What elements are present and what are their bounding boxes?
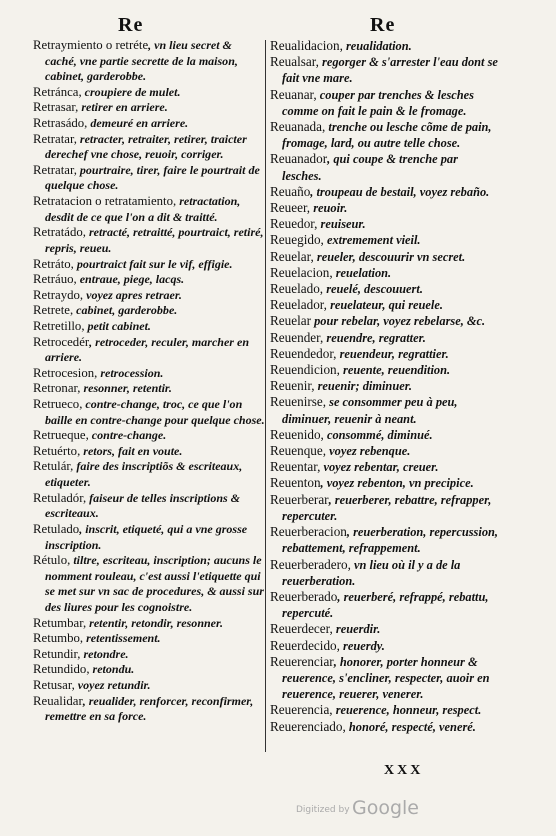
- dictionary-entry: [270, 378, 498, 394]
- entry-definition: reuenir; diminuer.: [314, 379, 412, 394]
- entry-headword: Reuedor,: [270, 216, 318, 232]
- entry-headword: Retrete,: [33, 303, 74, 318]
- dictionary-entry: [33, 616, 265, 632]
- entry-definition: , reuerberer, rebattre, refrapper, repercuter.: [282, 492, 492, 523]
- entry-headword: Reuenido,: [270, 426, 324, 442]
- entry-headword: Retráto,: [33, 256, 74, 271]
- entry-headword: Reuelar: [270, 313, 312, 329]
- entry-headword: Reueer,: [270, 200, 311, 216]
- entry-definition: , retroceder, reculer, marcher en arriere.: [45, 334, 249, 365]
- dictionary-entry: [270, 87, 498, 119]
- entry-definition: , voyez rebenton, vn precipice.: [320, 476, 474, 491]
- dictionary-entry: [270, 119, 498, 151]
- entry-definition: reuelateur, qui reuele.: [326, 298, 443, 313]
- entry-definition: contre-change, troc, ce que l'on baille en contre-change pour quelque chose.: [45, 397, 265, 427]
- entry-headword: Reuenque,: [270, 443, 327, 459]
- entry-definition: consommé, diminué.: [323, 427, 433, 442]
- dictionary-entry: [270, 232, 498, 248]
- entry-definition: reuiseur.: [317, 217, 366, 232]
- entry-definition: trenche ou lesche cõme de pain, fromage, lard, ou autre telle chose.: [282, 120, 492, 151]
- dictionary-entry: [270, 151, 498, 183]
- entry-headword: Retulár,: [33, 459, 74, 474]
- entry-definition: faiseur de telles inscriptions & escriteaux.: [45, 490, 241, 521]
- dictionary-entry: [270, 200, 498, 216]
- dictionary-entry: [270, 492, 498, 524]
- watermark-prefix: Digitized by: [296, 805, 350, 815]
- entry-headword: Retraydo,: [33, 287, 84, 302]
- dictionary-entry: [33, 194, 265, 225]
- entry-headword: Reuender,: [270, 329, 324, 345]
- dictionary-entry: [270, 38, 498, 54]
- entry-definition: se consommer peu à peu, diminuer, reuenir à neant.: [282, 395, 458, 426]
- dictionary-entry: [270, 557, 498, 589]
- entry-definition: demeuré en arriere.: [87, 116, 189, 131]
- entry-definition: extremement vieil.: [323, 233, 421, 248]
- dictionary-entry: [33, 288, 265, 304]
- entry-definition: reuerdir.: [332, 622, 381, 637]
- entry-definition: pourtraire, tirer, faire le pourtrait de quelque chose.: [45, 162, 260, 193]
- dictionary-entry: [270, 54, 498, 86]
- entry-headword: Retumbar,: [33, 615, 87, 630]
- dictionary-entry: [270, 719, 498, 735]
- dictionary-entry: [270, 638, 498, 654]
- entry-definition: , reualider, renforcer, reconfirmer, remettre en sa force.: [45, 693, 254, 724]
- page-header: [0, 14, 556, 38]
- dictionary-entry: [33, 366, 265, 382]
- dictionary-entry: [270, 281, 498, 297]
- entry-headword: Retundido,: [33, 662, 90, 677]
- dictionary-entry: [270, 427, 498, 443]
- dictionary-entry: [33, 662, 265, 678]
- entry-definition: retentir, retondir, resonner.: [86, 615, 224, 630]
- entry-headword: Reuerenciar: [270, 653, 334, 669]
- dictionary-entry: [33, 225, 265, 256]
- entry-definition: reuoir.: [310, 201, 348, 216]
- entry-definition: reuerdy.: [339, 638, 385, 653]
- entry-headword: Reuerberar: [270, 491, 329, 507]
- entry-definition: petit cabinet.: [84, 318, 151, 333]
- entry-definition: pour rebelar, voyez rebelarse, &c.: [311, 314, 486, 329]
- entry-headword: Retrasádo,: [33, 116, 88, 131]
- dictionary-entry: [33, 163, 265, 194]
- entry-definition: reuelation.: [332, 265, 392, 280]
- dictionary-entry: [270, 654, 498, 703]
- entry-definition: retractation, desdit de ce que l'on a dit & traitté.: [45, 194, 241, 224]
- dictionary-entry: [270, 459, 498, 475]
- entry-definition: honoré, respecté, veneré.: [345, 719, 476, 734]
- entry-headword: Reualidacion,: [270, 38, 343, 53]
- entry-definition: , qui coupe & trenche par lesches.: [282, 152, 458, 183]
- entry-headword: Retronar,: [33, 381, 81, 396]
- entry-headword: Reuelacion,: [270, 264, 333, 280]
- entry-headword: Reuegido,: [270, 232, 324, 248]
- entry-definition: , troupeau de bestail, voyez rebaño.: [310, 184, 490, 199]
- dictionary-entry: [270, 394, 498, 426]
- dictionary-entry: [33, 631, 265, 647]
- entry-definition: , inscrit, etiqueté, qui a vne grosse inscription.: [45, 521, 248, 552]
- entry-headword: Reuelador,: [270, 297, 327, 313]
- entry-headword: Reualidar: [33, 693, 83, 708]
- dictionary-entry: [33, 100, 265, 116]
- entry-headword: Retratar,: [33, 162, 77, 177]
- dictionary-entry: [270, 216, 498, 232]
- entry-definition: couper par trenches & lesches comme on fait le pain & le fromage.: [282, 87, 474, 118]
- entry-headword: Retrocedér: [33, 334, 90, 349]
- entry-headword: Reuanador: [270, 151, 328, 167]
- entry-definition: regorger & s'arrester l'eau dont se fait vne mare.: [282, 55, 498, 86]
- entry-headword: Retratacion o retratamiento,: [33, 194, 177, 209]
- running-head-left: Re: [118, 14, 144, 36]
- entry-definition: reuente, reuendition.: [339, 363, 451, 378]
- entry-definition: retracté, retraitté, pourtraict, retiré, repris, reueu.: [45, 225, 264, 255]
- entry-definition: , vn lieu secret & caché, vne partie secrette de la maison, cabinet, garderobbe.: [45, 38, 238, 84]
- entry-definition: retracter, retraiter, retirer, traicter derechef vne chose, reuoir, corriger.: [45, 131, 247, 162]
- entry-definition: reuelé, descouuert.: [323, 282, 423, 297]
- dictionary-entry: [270, 443, 498, 459]
- entry-headword: Retumbo,: [33, 631, 84, 646]
- entry-definition: retrocession.: [97, 365, 164, 380]
- entry-definition: cabinet, garderobbe.: [73, 303, 178, 318]
- dictionary-entry: [270, 313, 498, 329]
- column-divider: [265, 40, 266, 752]
- entry-definition: voyez rebentar, creuer.: [320, 460, 439, 475]
- entry-headword: Retrueco,: [33, 397, 83, 412]
- dictionary-entry: [270, 702, 498, 718]
- entry-headword: Reuelar,: [270, 248, 314, 264]
- dictionary-entry: [33, 397, 265, 428]
- entry-headword: Reuenton: [270, 475, 321, 491]
- entry-definition: faire des inscriptiõs & escriteaux, etiqueter.: [45, 459, 243, 490]
- entry-headword: Reuelado,: [270, 281, 324, 297]
- entry-headword: Reuerberado: [270, 588, 338, 604]
- dictionary-entry: [33, 319, 265, 335]
- dictionary-entry: [33, 272, 265, 288]
- entry-definition: voyez retundir.: [74, 677, 151, 692]
- entry-definition: retentissement.: [83, 631, 161, 646]
- right-column: [270, 38, 498, 735]
- entry-definition: reueler, descouurir vn secret.: [313, 249, 466, 264]
- entry-headword: Reuentar,: [270, 459, 321, 475]
- entry-headword: Retuladór,: [33, 490, 87, 505]
- entry-definition: retors, fait en voute.: [80, 443, 183, 458]
- digitization-watermark: [296, 797, 436, 819]
- entry-headword: Reuerdecido,: [270, 637, 340, 653]
- entry-headword: Retrasar,: [33, 100, 79, 115]
- entry-headword: Reuaño: [270, 183, 311, 199]
- entry-definition: , reuerberé, refrappé, rebattu, repercuté.: [282, 589, 489, 621]
- dictionary-entry: [270, 475, 498, 491]
- dictionary-entry: [33, 694, 265, 725]
- entry-definition: retirer en arriere.: [78, 100, 168, 115]
- entry-definition: , reuerberation, repercussion, rebattement, refrappement.: [282, 525, 498, 556]
- entry-headword: Retusar,: [33, 677, 75, 692]
- entry-headword: Reuerenciado,: [270, 718, 346, 734]
- entry-headword: Retráuo,: [33, 272, 77, 287]
- left-column: [33, 38, 265, 725]
- entry-definition: tiltre, escriteau, inscription; aucuns le nomment rouleau, c'est aussi l'etiquette qui se met sur vn sac de procedures, & aussi sur des liures pour les cognoistre.: [45, 553, 264, 614]
- entry-headword: Retraymiento o retréte: [33, 38, 149, 52]
- dictionary-entry: [33, 381, 265, 397]
- dictionary-entry: [33, 38, 265, 85]
- dictionary-entry: [33, 647, 265, 663]
- entry-headword: Retrueque,: [33, 428, 89, 443]
- entry-headword: Reuenirse,: [270, 394, 327, 410]
- entry-headword: Retratar,: [33, 131, 77, 146]
- dictionary-entry: [270, 362, 498, 378]
- dictionary-entry: [33, 257, 265, 273]
- dictionary-entry: [270, 346, 498, 362]
- dictionary-entry: [270, 265, 498, 281]
- entry-definition: entraue, piege, lacqs.: [76, 272, 185, 287]
- entry-definition: reuendre, regratter.: [323, 330, 426, 345]
- entry-headword: Retratádo,: [33, 225, 86, 240]
- watermark-brand: Google: [352, 797, 420, 819]
- dictionary-entry: [33, 428, 265, 444]
- entry-headword: Reuerencia,: [270, 702, 333, 718]
- entry-definition: voyez rebenque.: [326, 444, 411, 459]
- entry-headword: Reuerberadero,: [270, 556, 351, 572]
- entry-headword: Retuérto,: [33, 443, 81, 458]
- entry-headword: Reuenir,: [270, 378, 315, 394]
- dictionary-entry: [33, 303, 265, 319]
- dictionary-entry: [33, 85, 265, 101]
- dictionary-entry: [33, 491, 265, 522]
- dictionary-entry: [270, 330, 498, 346]
- entry-headword: Rétulo,: [33, 553, 71, 568]
- dictionary-entry: [270, 249, 498, 265]
- entry-headword: Reuendicion,: [270, 362, 340, 378]
- dictionary-entry: [33, 459, 265, 490]
- entry-headword: Reualsar,: [270, 54, 319, 70]
- entry-headword: Retulado: [33, 521, 80, 536]
- dictionary-entry: [33, 444, 265, 460]
- dictionary-entry: [33, 522, 265, 553]
- entry-headword: Reuendedor,: [270, 345, 337, 361]
- entry-definition: voyez apres retraer.: [83, 287, 182, 302]
- entry-definition: , honorer, porter honneur & reuerence, s'encliner, respecter, auoir en reuerence, reuerer, venerer.: [282, 654, 490, 702]
- entry-headword: Reuanada,: [270, 119, 326, 135]
- entry-definition: vn lieu où il y a de la reuerberation.: [282, 557, 461, 588]
- entry-headword: Retránca,: [33, 84, 82, 99]
- entry-definition: reuerence, honneur, respect.: [332, 703, 482, 718]
- dictionary-entry: [270, 589, 498, 621]
- entry-headword: Retrocesion,: [33, 365, 98, 380]
- entry-definition: retondu.: [89, 662, 135, 677]
- entry-definition: reuendeur, regrattier.: [336, 346, 449, 361]
- entry-headword: Reuanar,: [270, 86, 317, 102]
- dictionary-entry: [270, 524, 498, 556]
- dictionary-entry: [33, 678, 265, 694]
- signature-mark: XXX: [384, 763, 424, 778]
- dictionary-entry: [33, 553, 265, 615]
- entry-definition: contre-change.: [88, 428, 167, 443]
- entry-definition: reualidation.: [342, 39, 412, 53]
- entry-headword: Reuerberacion: [270, 524, 347, 540]
- entry-definition: croupiere de mulet.: [81, 84, 181, 99]
- dictionary-entry: [270, 297, 498, 313]
- dictionary-entry: [270, 621, 498, 637]
- entry-definition: pourtraict fait sur le vif, effigie.: [73, 256, 233, 271]
- running-head-right: Re: [370, 14, 396, 36]
- entry-definition: retondre.: [80, 646, 129, 661]
- dictionary-entry: [33, 132, 265, 163]
- entry-headword: Retundir,: [33, 646, 81, 661]
- entry-headword: Reuerdecer,: [270, 621, 333, 637]
- dictionary-entry: [33, 335, 265, 366]
- dictionary-entry: [33, 116, 265, 132]
- entry-headword: Retretillo,: [33, 318, 85, 333]
- dictionary-entry: [270, 184, 498, 200]
- entry-definition: resonner, retentir.: [80, 381, 172, 396]
